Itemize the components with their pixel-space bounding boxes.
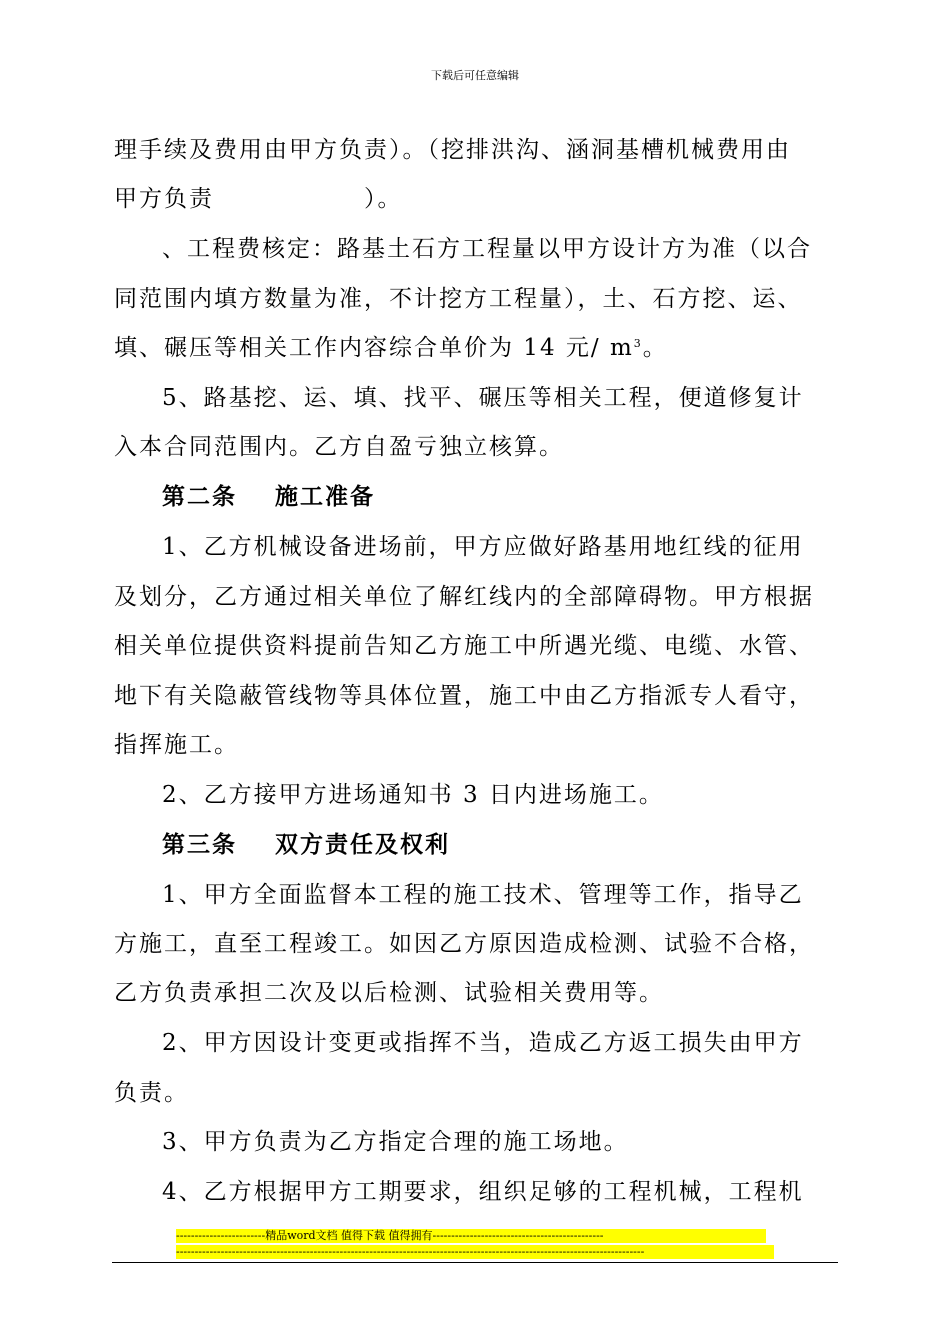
paragraph-line — [114, 333, 839, 363]
paragraph-line: 方施工，直至工程竣工。如因乙方原因造成检测、试验不合格， — [114, 931, 814, 957]
paragraph-line: 5、路基挖、运、填、找平、碾压等相关工程，便道修复计 — [162, 385, 804, 411]
paragraph-line: 理手续及费用由甲方负责）。（挖排洪沟、涵洞基槽机械费用由 — [114, 137, 791, 163]
unit-price-text: 填、碾压等相关工作内容综合单价为 14 元/ m — [114, 335, 634, 361]
paragraph-line: 及划分，乙方通过相关单位了解红线内的全部障碍物。甲方根据 — [114, 584, 814, 610]
section-title: 施工准备 — [275, 483, 375, 510]
paragraph-line: 3、甲方负责为乙方指定合理的施工场地。 — [162, 1129, 629, 1155]
section-number: 第二条 — [162, 483, 237, 510]
paragraph-line: 2、甲方因设计变更或指挥不当，造成乙方返工损失由甲方 — [162, 1030, 804, 1056]
paragraph-line: 1、甲方全面监督本工程的施工技术、管理等工作，指导乙 — [162, 882, 804, 908]
section-heading-3 — [162, 830, 839, 860]
paragraph-line: 地下有关隐蔽管线物等具体位置，施工中由乙方指派专人看守， — [114, 683, 814, 709]
paragraph-line: 同范围内填方数量为准，不计挖方工程量），土、石方挖、运、 — [114, 286, 803, 312]
paragraph-line: 指挥施工。 — [114, 732, 239, 758]
footer-dashes: ------------------------------------------------------------------------------------------------------------------------------ — [176, 1245, 774, 1259]
paragraph-line: 2、乙方接甲方进场通知书 3 日内进场施工。 — [162, 782, 664, 808]
section-heading-2 — [162, 482, 839, 512]
section-title: 双方责任及权利 — [275, 831, 450, 858]
paragraph-line: 乙方负责承担二次及以后检测、试验相关费用等。 — [114, 980, 664, 1006]
paragraph-line: 负责。 — [114, 1080, 189, 1106]
paragraph-line: 甲方负责 ）。 — [114, 186, 403, 212]
superscript-3: 3 — [633, 337, 643, 350]
section-number: 第三条 — [162, 831, 237, 858]
page-header: 下载后可任意编辑 — [431, 69, 519, 82]
paragraph-line: 、工程费核定：路基土石方工程量以甲方设计方为准（以合 — [162, 236, 812, 262]
paragraph-line: 相关单位提供资料提前告知乙方施工中所遇光缆、电缆、水管、 — [114, 633, 814, 659]
paragraph-line: 4、乙方根据甲方工期要求，组织足够的工程机械，工程机 — [162, 1179, 804, 1205]
paragraph-line: 1、乙方机械设备进场前，甲方应做好路基用地红线的征用 — [162, 534, 804, 560]
line-end: 。 — [642, 335, 668, 361]
footer-banner: ------------------------精品word文档 值得下载 值得拥有---------------------------------------------- — [176, 1229, 766, 1243]
paragraph-line: 入本合同范围内。乙方自盈亏独立核算。 — [114, 434, 564, 460]
footer-rule — [112, 1262, 838, 1263]
